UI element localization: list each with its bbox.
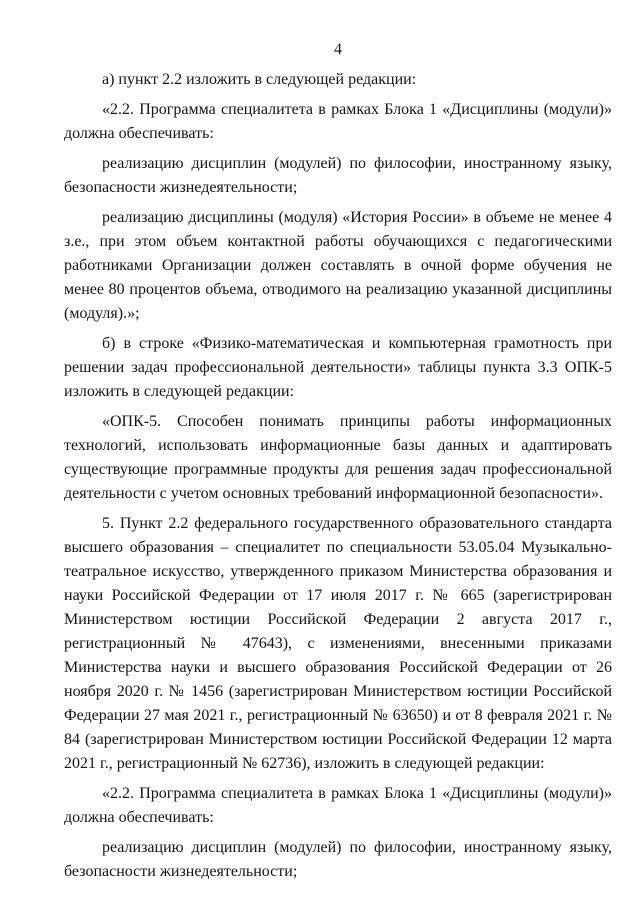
paragraph-disciplines: реализацию дисциплин (модулей) по философии, иностранному языку, безопасности жизнедеятельности; xyxy=(64,155,612,196)
paragraph-point-5: 5. Пункт 2.2 федерального государственного образовательного стандарта высшего образования – специалитет по специальности 53.05.04 Музыкально-театральное искусство, утвержденного приказом Министерства образования и науки Российской Федерации от 17 июля 2017 г. № 665 (зарегистрирован Министерством юстиции Российской Федерации 2 августа 2017 г., регистрационный № 47643), с изменениями, внесенными приказами Министерства науки и высшего образования Российской Федерации от 26 ноября 2020 г. № 1456 (зарегистрирован Министерством юстиции Российской Федерации 27 мая 2021 г., регистрационный № 63650) и от 8 февраля 2021 г. № 84 (зарегистрирован Министерством юстиции Российской Федерации 12 марта 2021 г., регистрационный № 62736), изложить в следующей редакции: xyxy=(64,515,612,772)
paragraph-quote-2-2: «2.2. Программа специалитета в рамках Блока 1 «Дисциплины (модули)» должна обеспечивать: xyxy=(64,101,612,142)
paragraph-quote-2-2-second: «2.2. Программа специалитета в рамках Блока 1 «Дисциплины (модули)» должна обеспечивать: xyxy=(64,785,612,826)
paragraph-item-a: а) пункт 2.2 изложить в следующей редакции: xyxy=(102,71,417,88)
paragraph-history-russia: реализацию дисциплины (модуля) «История России» в объеме не менее 4 з.е., при этом объем контактной работы обучающихся с педагогическими работниками Организации должен составлять в очной форме обучения не менее 80 процентов объема, отводимого на реализацию указанной дисциплины (модуля).»; xyxy=(64,209,612,322)
paragraph-opk-5: «ОПК-5. Способен понимать принципы работы информационных технологий, использовать информационные базы данных и адаптировать существующие программные продукты для решения задач профессиональной деятельности с учетом основных требований информационной безопасности». xyxy=(64,413,612,502)
page-number: 4 xyxy=(334,41,342,58)
paragraph-item-b: б) в строке «Физико-математическая и компьютерная грамотность при решении задач профессиональной деятельности» таблицы пункта 3.3 ОПК-5 изложить в следующей редакции: xyxy=(64,335,612,400)
paragraph-disciplines-second: реализацию дисциплин (модулей) по философии, иностранному языку, безопасности жизнедеятельности; xyxy=(64,839,612,880)
